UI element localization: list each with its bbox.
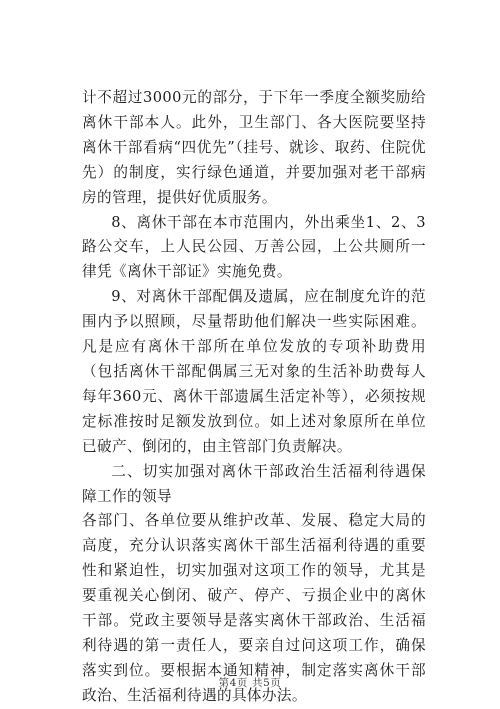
paragraph-item-9: 9、对离休干部配偶及遗属，应在制度允许的范围内予以照顾，尽量帮助他们解决一些实际困难。凡是应有离休干部所在单位发放的专项补助费用（包括离休干部配偶属三无对象的生活补助费每人每年360元、离休干部遗属生活定补等），必须按规定标准按时足额发放到位。如上述对象原所在单位已破产、倒闭的，由主管部门负责解决。 [82,288,426,455]
paragraph-section-2-body: 各部门、各单位要从维护改革、发展、稳定大局的高度，充分认识落实离休干部生活福利待遇的重要性和紧迫性，切实加强对这项工作的领导，尤其是要重视关心倒闭、破产、停产、亏损企业中的离休干部。党政主要领导是落实离休干部政治、生活福利待遇的第一责任人，要亲自过问这项工作，确保落实到位。要根据本通知精神，制定落实离休干部政治、生活福利待遇的具体办法。 [82,512,426,704]
page-number-footer: 第4页 共5页 [218,677,282,689]
paragraph-continuation: 计不超过3000元的部分，于下年一季度全额奖励给离休干部本人。此外，卫生部门、各大医院要坚持离休干部看病“四优先”（挂号、就诊、取药、住院优先）的制度，实行绿色通道，并要加强对老干部病房的管理，提供好优质服务。 [82,89,426,206]
paragraph-item-8: 8、离休干部在本市范围内，外出乘坐1、2、3路公交车，上人民公园、万善公园，上公共厕所一律凭《离休干部证》实施免费。 [82,213,426,281]
section-heading-2: 二、切实加强对离休干部政治生活福利待遇保障工作的领导 [82,462,426,505]
document-body [82,86,426,709]
